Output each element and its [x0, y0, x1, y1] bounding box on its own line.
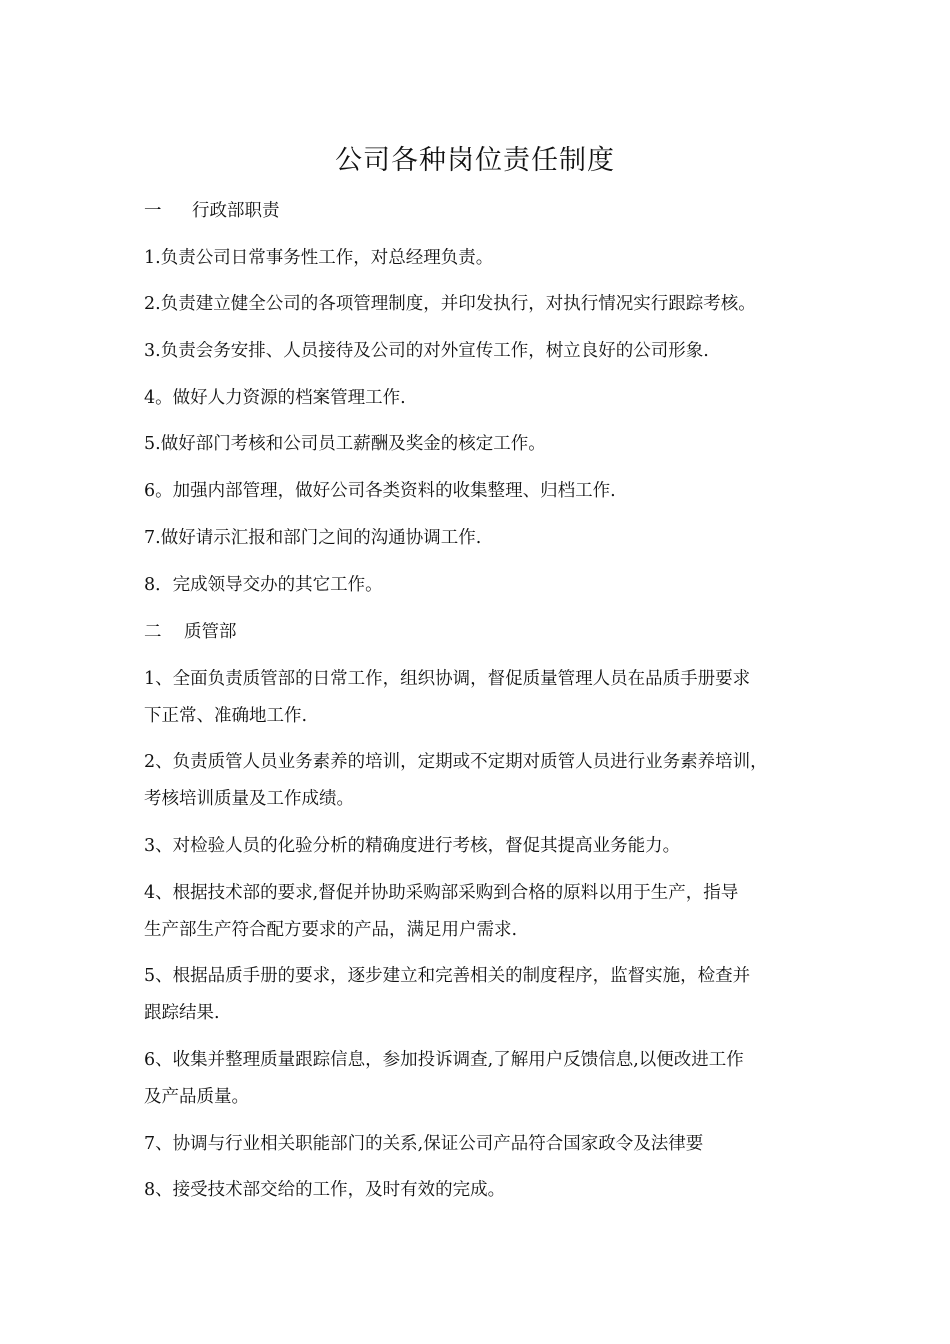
- section-number: 二: [144, 622, 162, 642]
- list-item-line: 2、负责质管人员业务素养的培训，定期或不定期对质管人员进行业务素养培训，: [144, 752, 768, 772]
- list-item-line: 5、根据品质手册的要求，逐步建立和完善相关的制度程序，监督实施，检查并: [144, 966, 751, 986]
- list-item: 5.做好部门考核和公司员工薪酬及奖金的核定工作。: [144, 434, 546, 454]
- list-item: 6。加强内部管理，做好公司各类资料的收集整理、归档工作.: [144, 481, 616, 501]
- list-item-line: 生产部生产符合配方要求的产品，满足用户需求.: [144, 920, 518, 940]
- list-item-line: 8、接受技术部交给的工作，及时有效的完成。: [144, 1180, 506, 1200]
- list-item-line: 1、全面负责质管部的日常工作，组织协调，督促质量管理人员在品质手册要求: [144, 669, 751, 689]
- list-item: 2.负责建立健全公司的各项管理制度，并印发执行，对执行情况实行跟踪考核。: [144, 294, 756, 314]
- list-item-line: 下正常、准确地工作.: [144, 706, 308, 726]
- section-title: 质管部: [184, 622, 237, 642]
- list-item-line: 考核培训质量及工作成绩。: [144, 789, 354, 809]
- list-item: 3.负责会务安排、人员接待及公司的对外宣传工作，树立良好的公司形象.: [144, 341, 709, 361]
- section-heading-administration: [144, 199, 834, 223]
- list-item: 1.负责公司日常事务性工作，对总经理负责。: [144, 248, 494, 268]
- section-title: 行政部职责: [192, 201, 280, 221]
- section-heading-quality: [144, 620, 834, 644]
- document-title: 公司各种岗位责任制度: [335, 145, 615, 176]
- list-item: 7.做好请示汇报和部门之间的沟通协调工作.: [144, 528, 482, 548]
- list-item: 4。做好人力资源的档案管理工作.: [144, 388, 406, 408]
- list-item-line: 7、协调与行业相关职能部门的关系,保证公司产品符合国家政令及法律要: [144, 1134, 704, 1154]
- list-item-line: 4、根据技术部的要求,督促并协助采购部采购到合格的原料以用于生产，指导: [144, 883, 739, 903]
- list-item-line: 跟踪结果.: [144, 1003, 220, 1023]
- list-item-line: 6、收集并整理质量跟踪信息，参加投诉调查,了解用户反馈信息,以便改进工作: [144, 1050, 744, 1070]
- list-item-line: 及产品质量。: [144, 1087, 249, 1107]
- list-item: 8．完成领导交办的其它工作。: [144, 575, 383, 595]
- section-number: 一: [144, 201, 162, 221]
- list-item-line: 3、对检验人员的化验分析的精确度进行考核，督促其提高业务能力。: [144, 836, 681, 856]
